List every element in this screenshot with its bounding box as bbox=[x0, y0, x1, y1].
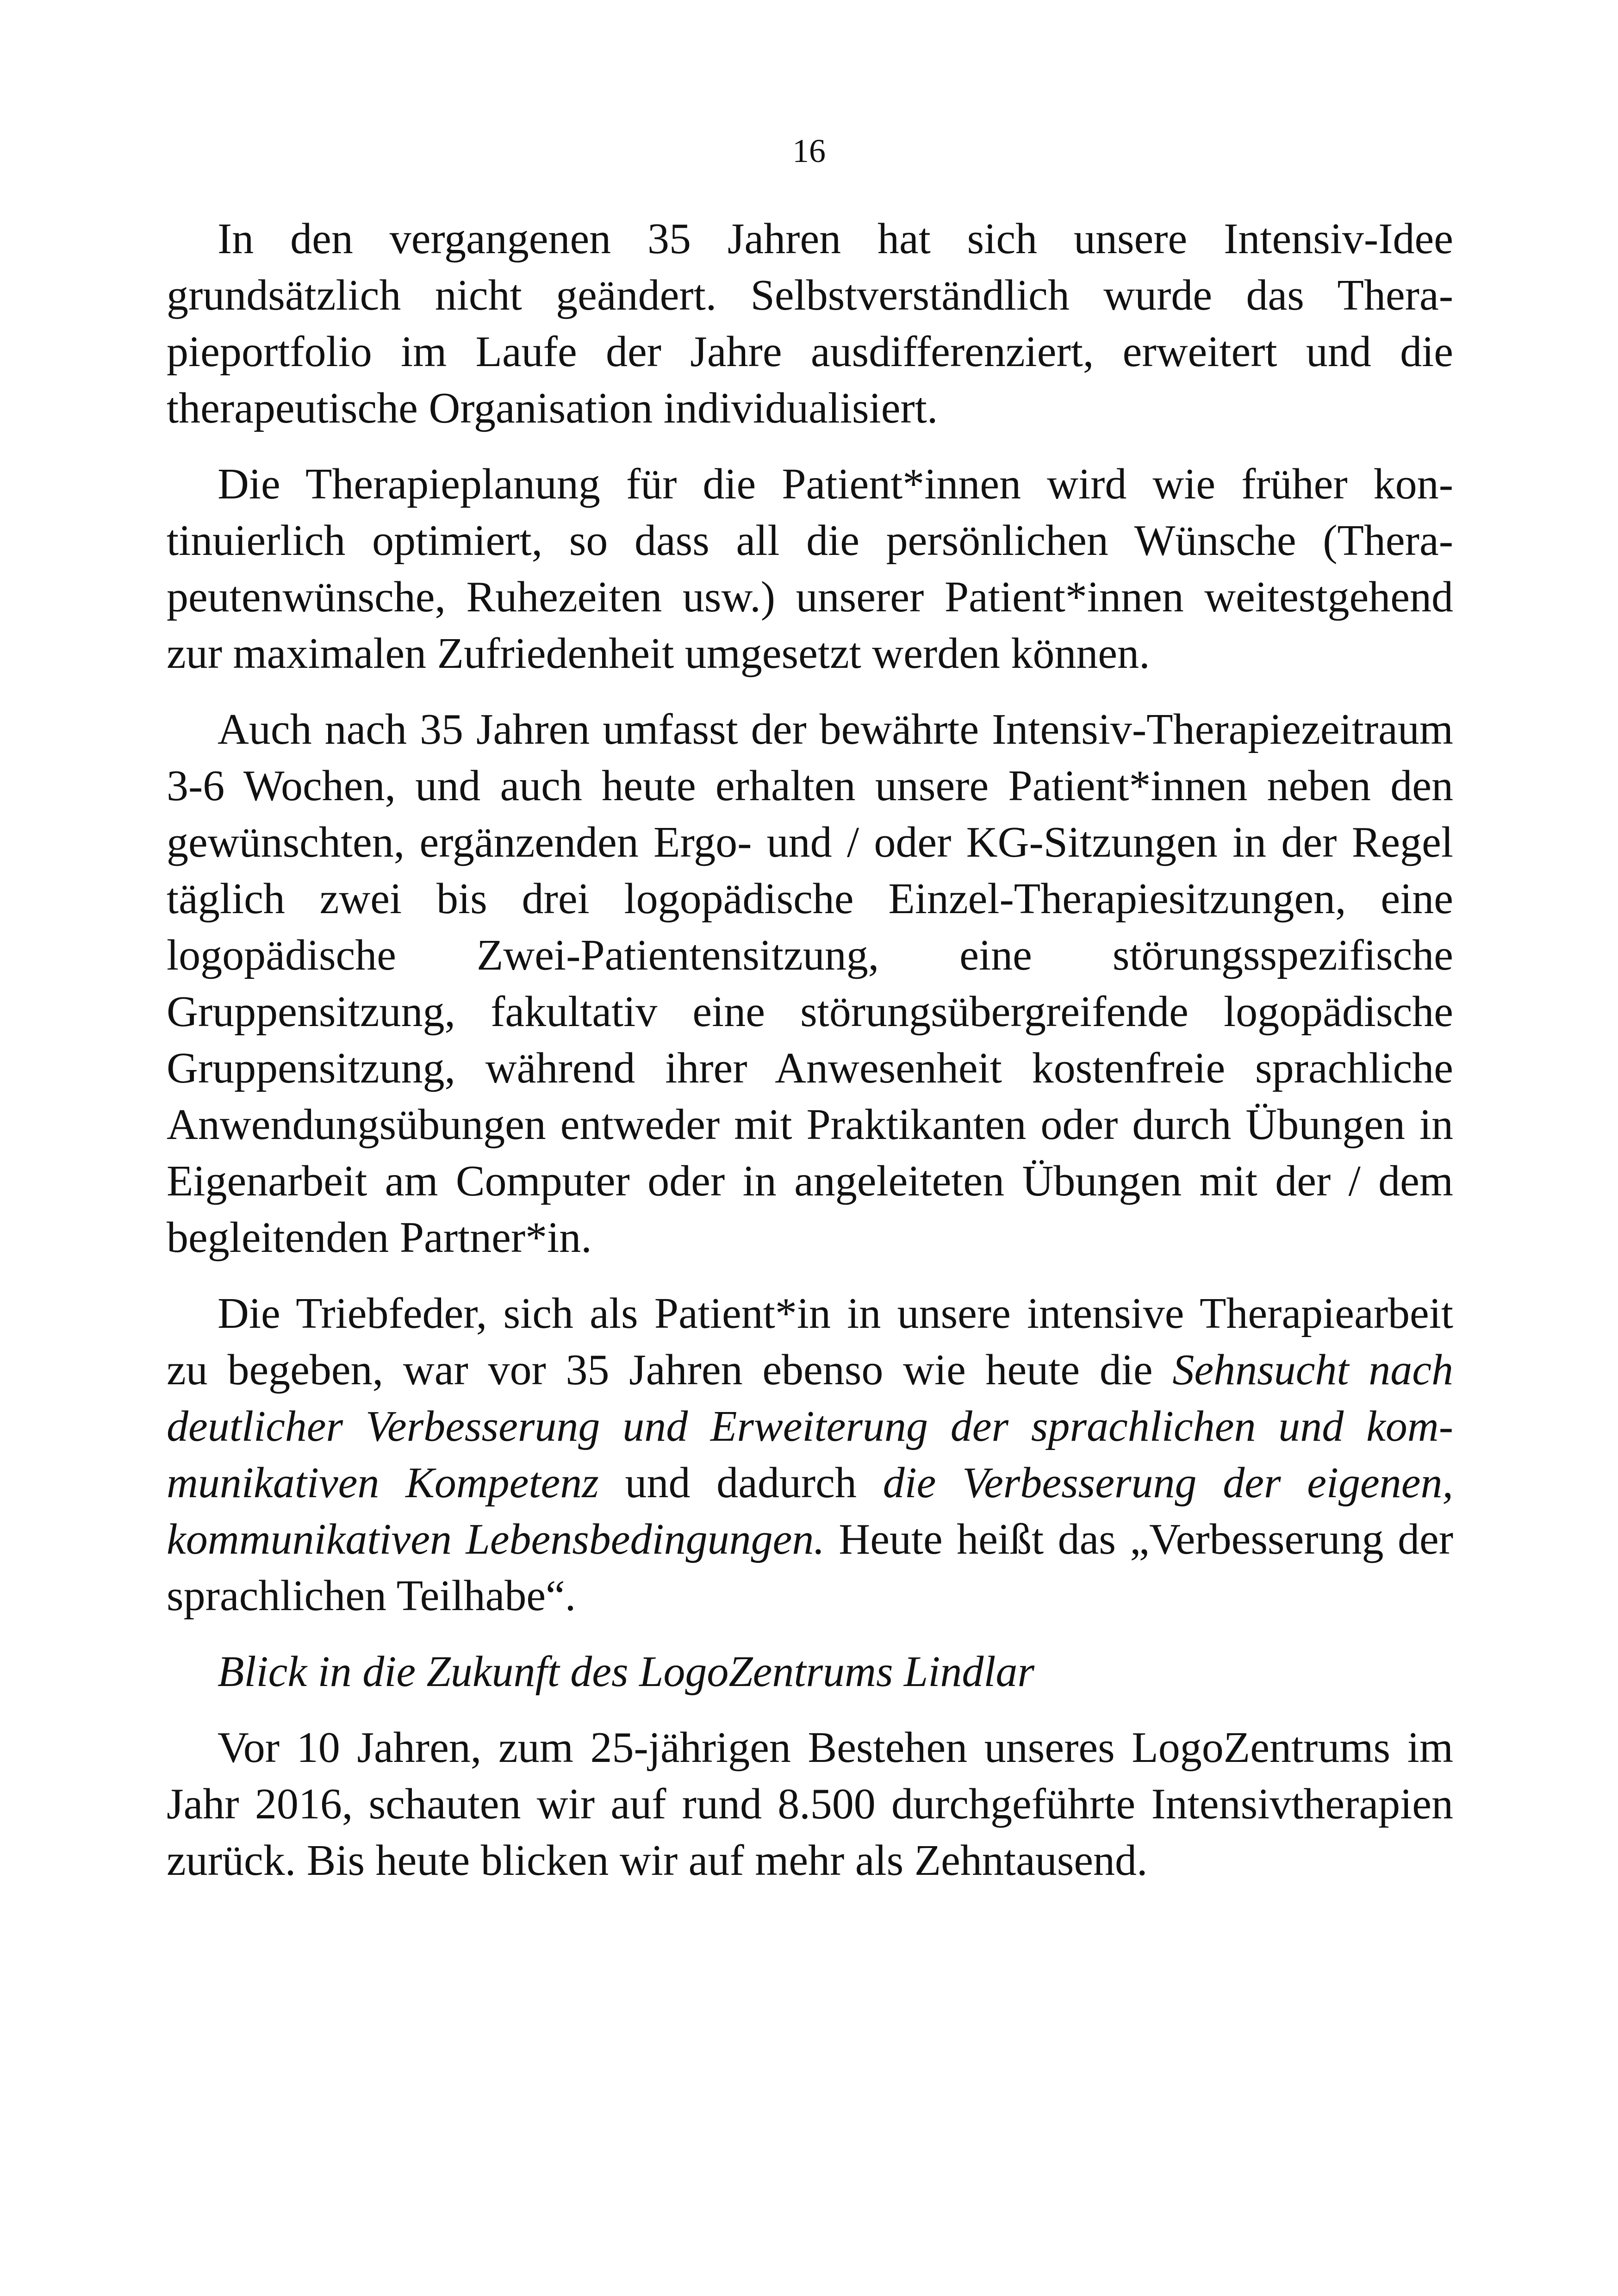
body-text bbox=[167, 211, 1453, 1889]
paragraph-therapy-period: Auch nach 35 Jahren umfasst der bewährte Intensiv-Therapiezeitraum 3-6 Wochen, und auch heute erhalten unsere Patient*innen neben den gewünschten, ergänzenden Ergo- und / oder KG-Sitzungen in der Regel täglich zwei bis drei logopädische Einzel-Therapiesitzungen, eine logopädische Zwei-Patientensitzung, eine störungsspezifische Gruppensitzung, fakultativ eine störungsübergreifende logopädische Gruppensitzung, während ihrer Anwesenheit kostenfreie sprachliche Anwendungsübungen entweder mit Praktikanten oder durch Übungen in Eigenarbeit am Computer oder in angeleiteten Übungen mit der / dem begleitenden Partner*in. bbox=[167, 705, 1453, 1262]
motivation-text-2: und dadurch bbox=[598, 1459, 883, 1507]
motivation-emphasis-2: die Verbesserung der eigenen, kommunikativen Lebensbedingungen. bbox=[167, 1459, 1453, 1563]
section-heading: Blick in die Zukunft des LogoZentrums Lindlar bbox=[218, 1648, 1035, 1696]
motivation-text-1: Die Triebfeder, sich als Patient*in in unsere intensive Therapiearbeit zu begeben, war vor 35 Jahren ebenso wie heute die bbox=[167, 1289, 1453, 1394]
paragraph-therapy-planning: Die Therapieplanung für die Patient*innen wird wie früher kontinuierlich optimiert, so dass all die persönlichen Wünsche (Therapeutenwünsche, Ruhezeiten usw.) unserer Patient*innen weitestgehend zur maximalen Zufriedenheit umgesetzt werden können. bbox=[167, 460, 1453, 678]
page-number: 16 bbox=[792, 132, 826, 169]
paragraph-motivation bbox=[167, 1285, 1453, 1624]
paragraph-intensive-idea: In den vergangenen 35 Jahren hat sich unsere Intensiv-Idee grundsätzlich nicht geändert. Selbstverständlich wurde das Therapieportfolio im Laufe der Jahre ausdifferenziert, erweitert und die therapeutische Organisation individualisiert. bbox=[167, 215, 1453, 432]
motivation-text-3: Heute heißt das „Verbesserung der sprachlichen Teilhabe“. bbox=[167, 1515, 1454, 1620]
paragraph-future: Vor 10 Jahren, zum 25-jährigen Bestehen unseres LogoZentrums im Jahr 2016, schauten wir auf rund 8.500 durchgeführte Intensivtherapien zurück. Bis heute blicken wir auf mehr als Zehntausend. bbox=[167, 1724, 1453, 1885]
motivation-emphasis-1: Sehnsucht nach deutlicher Verbesserung und Erweiterung der sprachlichen und kommunikativen Kompetenz bbox=[167, 1346, 1453, 1507]
